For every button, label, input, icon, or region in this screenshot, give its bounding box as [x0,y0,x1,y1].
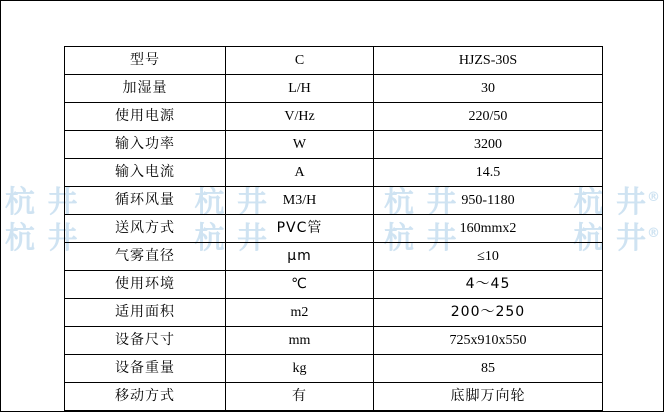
spec-value: HJZS-30S [374,47,603,75]
table-row [65,215,603,243]
spec-value: 220/50 [374,103,603,131]
spec-name: 循环风量 [65,187,226,215]
table-row [65,383,603,411]
watermark-label: 杭 井 [384,185,458,220]
table-row [65,187,603,215]
spec-value: 3200 [374,131,603,159]
watermark-registered-mark: ® [647,190,661,205]
table-row [65,327,603,355]
watermark-registered-mark: ® [647,226,661,241]
specification-table-container [64,46,601,411]
spec-unit: C [226,47,374,75]
spec-name: 设备尺寸 [65,327,226,355]
spec-unit: ℃ [226,271,374,299]
table-row [65,131,603,159]
spec-value: 4～45 [374,271,603,299]
spec-value: 30 [374,75,603,103]
table-row [65,75,603,103]
spec-value: 85 [374,355,603,383]
spec-unit: m2 [226,299,374,327]
spec-unit: 有 [226,383,374,411]
watermark-label: 杭 井 [5,185,79,220]
spec-unit: PVC管 [226,215,374,243]
spec-unit: M3/H [226,187,374,215]
spec-unit: kg [226,355,374,383]
spec-name: 型号 [65,47,226,75]
table-row [65,271,603,299]
spec-value: 160mmx2 [374,215,603,243]
spec-value: 14.5 [374,159,603,187]
spec-name: 适用面积 [65,299,226,327]
spec-name: 使用电源 [65,103,226,131]
watermark-label: 杭 井 [384,221,458,256]
watermark-label: 杭 井 [573,221,647,256]
table-row [65,299,603,327]
spec-value: 200～250 [374,299,603,327]
spec-value: 底脚万向轮 [374,383,603,411]
spec-unit: mm [226,327,374,355]
spec-name: 设备重量 [65,355,226,383]
watermark-label: 杭 井 [194,221,268,256]
spec-unit: A [226,159,374,187]
spec-unit: μm [226,243,374,271]
table-row [65,355,603,383]
watermark-label: 杭 井 [194,185,268,220]
spec-name: 使用环境 [65,271,226,299]
spec-value: 725x910x550 [374,327,603,355]
spec-value: 950-1180 [374,187,603,215]
table-row [65,47,603,75]
watermark-label: 杭 井 [573,185,647,220]
table-row [65,159,603,187]
table-row [65,243,603,271]
table-row [65,103,603,131]
spec-value: ≤10 [374,243,603,271]
spec-name: 输入功率 [65,131,226,159]
spec-unit: V/Hz [226,103,374,131]
watermark-label: 杭 井 [5,221,79,256]
spec-unit: W [226,131,374,159]
spec-name: 加湿量 [65,75,226,103]
spec-name: 气雾直径 [65,243,226,271]
specification-table [64,46,603,411]
spec-unit: L/H [226,75,374,103]
spec-name: 送风方式 [65,215,226,243]
spec-name: 输入电流 [65,159,226,187]
spec-name: 移动方式 [65,383,226,411]
